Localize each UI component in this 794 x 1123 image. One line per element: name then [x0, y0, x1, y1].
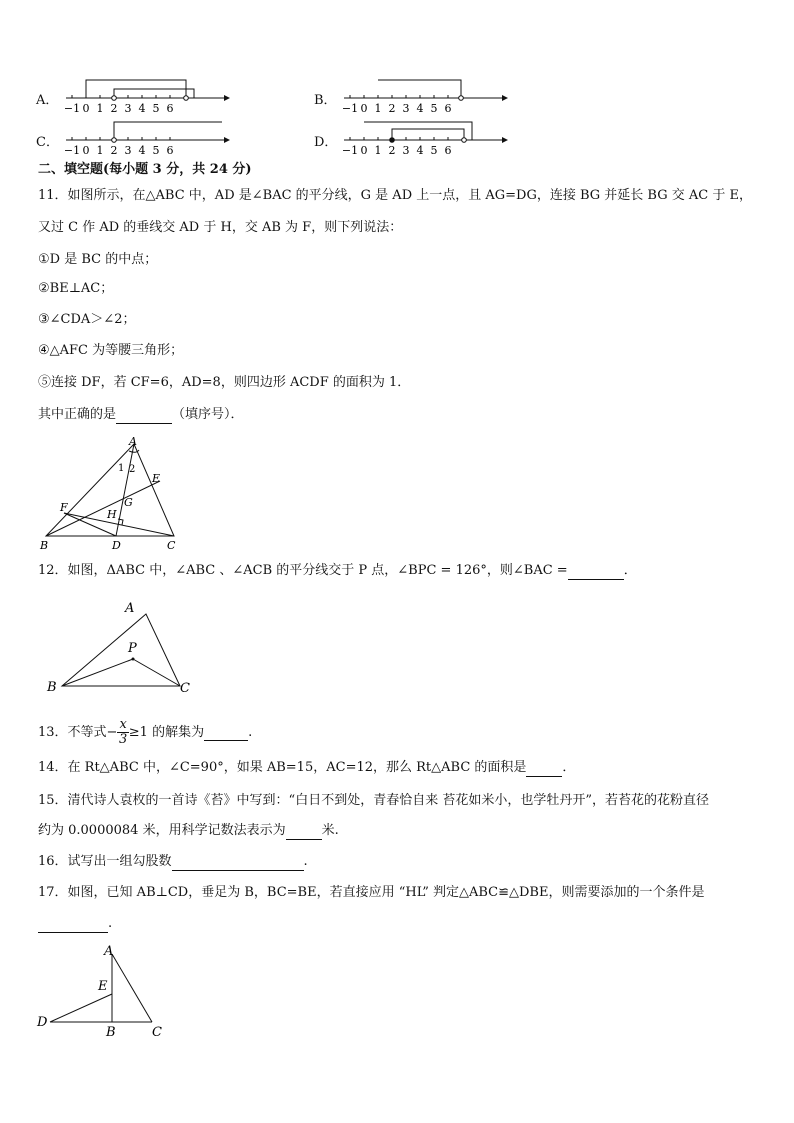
- option-c-tick-label: 3: [124, 144, 132, 156]
- option-a-tick-label: 5: [152, 102, 160, 114]
- q15-line2-text: 约为 0.0000084 米，用科学记数法表示为: [38, 823, 286, 838]
- q11-fig-label-c: C: [167, 539, 176, 552]
- q12-fig-label-p: P: [128, 641, 137, 656]
- option-a-tick-label: 1: [96, 102, 104, 114]
- q12-fig-label-c: C: [180, 681, 190, 696]
- q11-line2: 又过 C 作 AD 的垂线交 AD 于 H，交 AB 为 F，则下列说法：: [38, 220, 403, 235]
- q11-fig-angle-2: 2: [129, 464, 136, 475]
- q15-end: 米.: [321, 823, 339, 838]
- q12-fig-label-a: A: [125, 601, 135, 616]
- q11-ask-post: （填序号）．: [172, 407, 244, 422]
- q13-answer-blank[interactable]: [204, 726, 248, 741]
- q14-end: ．: [562, 760, 576, 775]
- q11-fig-label-f: F: [60, 501, 68, 514]
- option-a-tick-label: 6: [166, 102, 174, 114]
- q12-text-post: ．: [623, 563, 637, 578]
- option-c-number-line: [60, 116, 230, 156]
- option-b-tick-label: 3: [402, 102, 410, 114]
- q11-fig-label-g: G: [124, 496, 133, 509]
- q13-pre: 13．不等式−: [38, 725, 118, 740]
- option-c-tick-label: 0: [82, 144, 90, 156]
- q11-statement-5: ⑤连接 DF，若 CF=6，AD=8，则四边形 ACDF 的面积为 1．: [38, 375, 411, 390]
- q12-answer-blank[interactable]: [568, 565, 624, 580]
- option-a-number-line: [60, 74, 230, 114]
- section-title: 二、填空题(每小题 3 分，共 24 分): [38, 162, 252, 177]
- q11-fig-label-h: H: [107, 508, 117, 521]
- q15-line1: 15．清代诗人袁枚的一首诗《苔》中写到：“白日不到处，青春恰自来 苔花如米小，也学牡丹开”，若苔花的花粉直径: [38, 793, 709, 808]
- q12-figure: [44, 598, 204, 698]
- q13-fraction: [117, 718, 128, 747]
- q15-answer-blank[interactable]: [286, 825, 322, 840]
- q14-answer-blank[interactable]: [526, 762, 562, 777]
- option-d-tick-label: 4: [416, 144, 424, 156]
- option-a-tick-label: 0: [82, 102, 90, 114]
- q14-text: [38, 759, 575, 777]
- option-c-label[interactable]: C．: [36, 135, 59, 150]
- q12-fig-label-b: B: [47, 680, 57, 695]
- q15-line2: [38, 822, 339, 840]
- option-a-label[interactable]: A．: [36, 93, 59, 108]
- option-b-label[interactable]: B．: [314, 93, 337, 108]
- q13-end: .: [248, 725, 253, 740]
- option-b-number-line: [338, 74, 508, 114]
- q12-text-pre: 12．如图，ΔABC 中，∠ABC 、∠ACB 的平分线交于 P 点，∠BPC = 126°，则∠BAC =: [38, 563, 568, 578]
- option-a-tick-label: 4: [138, 102, 146, 114]
- option-d-tick-label: 5: [430, 144, 438, 156]
- q14-body: 14．在 Rt△ABC 中，∠C=90°，如果 AB=15，AC=12，那么 Rt△ABC 的面积是: [38, 760, 527, 775]
- option-b-tick-label: 1: [374, 102, 382, 114]
- q11-statement-2: ②BE⊥AC；: [38, 281, 114, 296]
- option-d-tick-label: 6: [444, 144, 452, 156]
- q17-line2: [38, 915, 112, 933]
- q11-statement-4: ④△AFC 为等腰三角形；: [38, 343, 184, 358]
- option-b-tick-label: 4: [416, 102, 424, 114]
- option-b-tick-label: 6: [444, 102, 452, 114]
- q13-post: ≥1 的解集为: [128, 725, 205, 740]
- q11-figure: [36, 434, 186, 554]
- option-b-tick-label: 5: [430, 102, 438, 114]
- q17-answer-blank[interactable]: [38, 918, 108, 933]
- q13-text: [38, 716, 252, 750]
- option-b-tick-label: 0: [360, 102, 368, 114]
- option-d-tick-label: −1: [341, 144, 359, 156]
- q16-body: 16．试写出一组勾股数: [38, 854, 172, 869]
- option-d-tick-label: 1: [374, 144, 382, 156]
- q11-statement-1: ①D 是 BC 的中点；: [38, 252, 158, 267]
- q17-line1: 17．如图，已知 AB⊥CD，垂足为 B，BC=BE，若直接应用 “HL” 判定△ABC≌△DBE，则需要添加的一个条件是: [38, 885, 705, 900]
- option-d-tick-label: 3: [402, 144, 410, 156]
- q12-text: [38, 562, 637, 580]
- q17-fig-label-d: D: [37, 1015, 48, 1030]
- q11-ask-pre: 其中正确的是: [38, 407, 117, 422]
- q17-fig-label-e: E: [98, 979, 108, 994]
- q11-ask: [38, 406, 244, 424]
- option-a-tick-label: 2: [110, 102, 118, 114]
- q17-fig-label-a: A: [104, 944, 114, 959]
- option-d-number-line: [338, 116, 508, 156]
- option-d-label[interactable]: D．: [314, 135, 338, 150]
- q16-answer-blank[interactable]: [172, 856, 304, 871]
- q16-end: .: [303, 854, 308, 869]
- option-a-tick-label: 3: [124, 102, 132, 114]
- option-c-tick-label: 2: [110, 144, 118, 156]
- q11-fig-label-e: E: [152, 472, 161, 485]
- q11-fig-label-d: D: [112, 539, 121, 552]
- q11-line1: 11．如图所示，在△ABC 中，AD 是∠BAC 的平分线，G 是 AD 上一点，且 AG=DG，连接 BG 并延长 BG 交 AC 于 E，: [38, 188, 752, 203]
- q17-end: .: [108, 916, 113, 931]
- q17-figure: [34, 942, 174, 1042]
- q17-fig-label-c: C: [152, 1025, 162, 1040]
- q11-answer-blank[interactable]: [116, 409, 172, 424]
- q11-statement-3: ③∠CDA＞∠2；: [38, 312, 136, 327]
- q13-frac-den: 3: [118, 732, 128, 747]
- option-c-tick-label: 5: [152, 144, 160, 156]
- q11-fig-label-b: B: [40, 539, 49, 552]
- q13-frac-num: x: [119, 717, 127, 732]
- option-c-tick-label: 1: [96, 144, 104, 156]
- q17-fig-label-b: B: [106, 1025, 116, 1040]
- option-d-tick-label: 2: [388, 144, 396, 156]
- option-b-tick-label: −1: [341, 102, 359, 114]
- option-c-tick-label: 4: [138, 144, 146, 156]
- option-c-tick-label: 6: [166, 144, 174, 156]
- option-a-tick-label: −1: [63, 102, 81, 114]
- option-b-tick-label: 2: [388, 102, 396, 114]
- option-c-tick-label: −1: [63, 144, 81, 156]
- q16-text: [38, 853, 308, 871]
- option-d-tick-label: 0: [360, 144, 368, 156]
- q11-fig-label-a: A: [129, 435, 137, 448]
- q11-fig-angle-1: 1: [118, 463, 125, 474]
